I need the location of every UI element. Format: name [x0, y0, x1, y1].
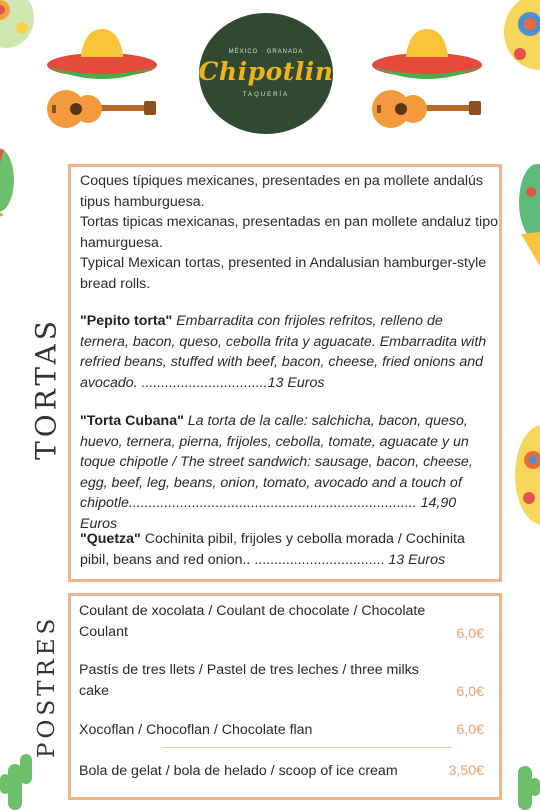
- item-price: 13 Euros: [267, 374, 325, 391]
- dessert-item-coulant: Coulant de xocolata / Coulant de chocolate / Chocolate Coulant: [79, 603, 426, 640]
- intro-spanish: Tortas tipicas mexicanas, presentadas en pan mollete andaluz tipo hamurguesa.: [80, 214, 498, 251]
- tortas-heading: TORTAS: [29, 317, 63, 460]
- guitar-icon: [46, 85, 158, 137]
- intro-catalan: Coques típiques mexicanes, presentades en pa mollete andalús tipus hamburguesa.: [80, 173, 484, 210]
- dessert-price: 3,50€: [448, 763, 484, 779]
- logo-bottom-text: TAQUERÍA: [242, 92, 290, 98]
- item-name: "Torta Cubana": [80, 413, 184, 429]
- dessert-item-chocoflan: Xocoflan / Chocoflan / Chocolate flan: [79, 722, 313, 738]
- item-description: La torta de la calle: salchicha, bacon, queso, huevo, ternera, pierna, frijoles, cebolla, tomate, aguacate y un toque chipotle / The street sandwich: sausage, bacon, cheese, egg, beef, leg, beans, onion, tomato, avocado and a touch of chipotle.........................................................................: [80, 413, 473, 511]
- divider: [162, 747, 452, 748]
- tortas-intro: [80, 171, 498, 295]
- guitar-icon: [371, 85, 483, 137]
- sombrero-icon: [46, 27, 158, 85]
- dessert-item-tres-leches: Pastís de tres llets / Pastel de tres leches / three milks cake: [79, 662, 419, 699]
- cactus-icon: [512, 760, 540, 810]
- sugar-skull-icon: [502, 0, 540, 74]
- restaurant-logo: [199, 13, 333, 134]
- logo-top-text: MÉXICO · GRANADA: [228, 49, 304, 55]
- cactus-icon: [515, 162, 540, 272]
- menu-item-quetza: [80, 529, 490, 570]
- dessert-price: 6,0€: [456, 722, 484, 738]
- item-price: 14,90 Euros: [80, 495, 457, 532]
- item-description: Cochinita pibil, frijoles y cebolla morada / Cochinita pibil, beans and red onion.. .................................: [80, 531, 465, 568]
- cactus-icon: [0, 744, 34, 810]
- menu-item-torta-cubana: [80, 411, 490, 534]
- sugar-skull-icon: [513, 420, 540, 530]
- intro-english: Typical Mexican tortas, presented in Andalusian hamburger-style bread rolls.: [80, 255, 487, 292]
- postres-heading: POSTRES: [34, 614, 60, 758]
- menu-item-pepito-torta: [80, 311, 490, 393]
- dessert-price: 6,0€: [456, 684, 484, 700]
- item-name: "Pepito torta": [80, 313, 173, 329]
- dessert-item-ice-cream: Bola de gelat / bola de helado / scoop of ice cream: [79, 763, 398, 779]
- item-name: "Quetza": [80, 531, 141, 547]
- sombrero-icon: [371, 27, 483, 85]
- item-description: Embarradita con frijoles refritos, relleno de ternera, bacon, queso, cebolla frita y aguacate. Embarradita with refried beans, stuffed with beef, bacon, cheese, fried onions and avocado. ................................: [80, 313, 487, 391]
- item-price: 13 Euros: [388, 551, 446, 568]
- logo-name: Chipotlin: [198, 57, 334, 86]
- cactus-icon: [0, 145, 20, 225]
- sugar-skull-icon: [0, 0, 38, 52]
- dessert-price: 6,0€: [456, 626, 484, 642]
